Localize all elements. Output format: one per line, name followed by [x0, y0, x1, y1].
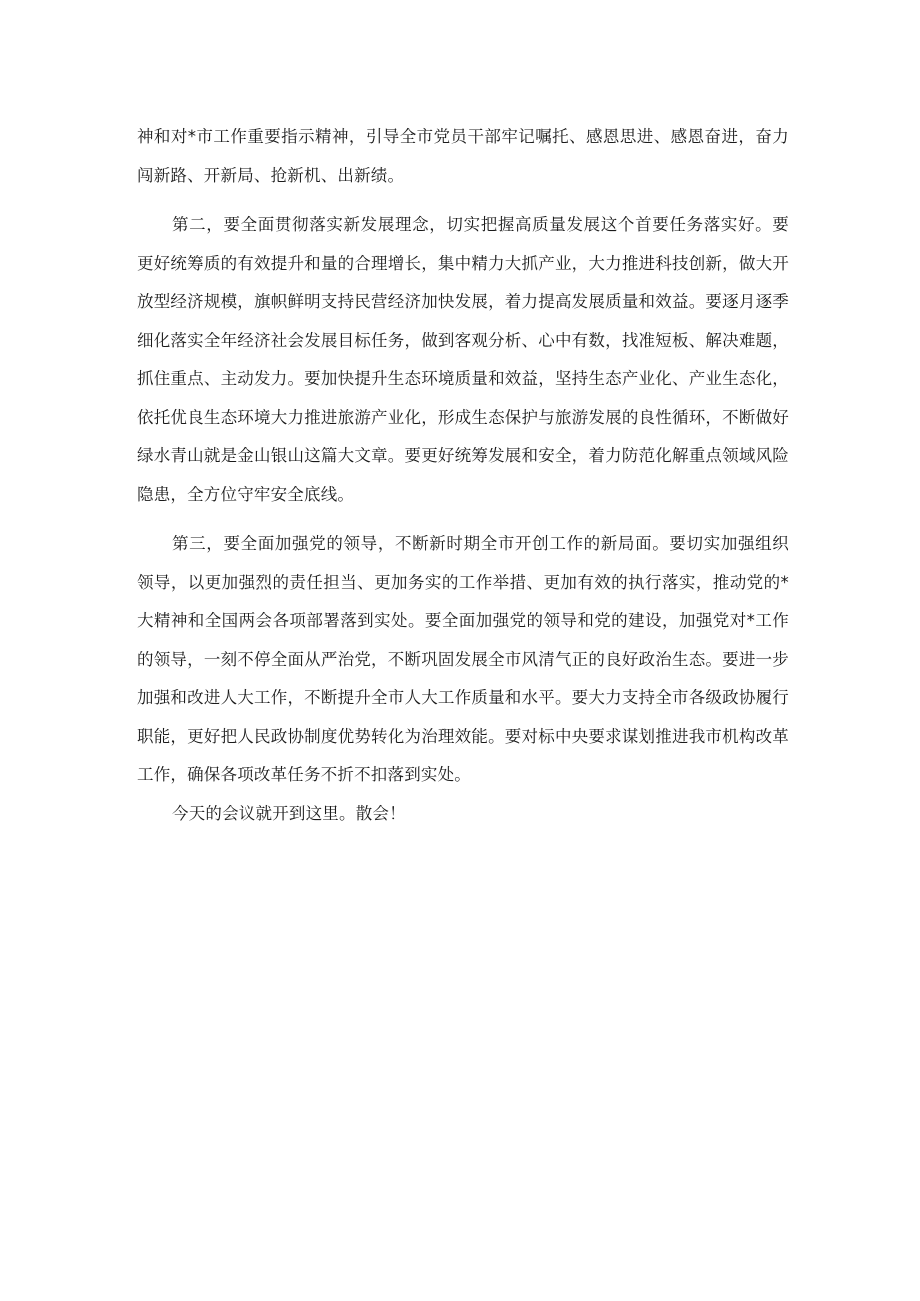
paragraph-second-point: 第二，要全面贯彻落实新发展理念，切实把握高质量发展这个首要任务落实好。要更好统筹质的有效提升和量的合理增长，集中精力大抓产业，大力推进科技创新，做大开放型经济规模，旗帜鲜明支持民营经济加快发展，着力提高发展质量和效益。要逐月逐季细化落实全年经济社会发展目标任务，做到客观分析、心中有数，找准短板、解决难题，抓住重点、主动发力。要加快提升生态环境质量和效益，坚持生态产业化、产业生态化，依托优良生态环境大力推进旅游产业化，形成生态保护与旅游发展的良性循环，不断做好绿水青山就是金山银山这篇大文章。要更好统筹发展和安全，着力防范化解重点领域风险隐患，全方位守牢安全底线。: [137, 215, 789, 504]
document-body: [137, 118, 789, 833]
paragraph-closing: 今天的会议就开到这里。散会！: [172, 803, 406, 823]
paragraph-third-point: 第三，要全面加强党的领导，不断新时期全市开创工作的新局面。要切实加强组织领导，以更加强烈的责任担当、更加务实的工作举措、更加有效的执行落实，推动党的*大精神和全国两会各项部署落到实处。要全面加强党的领导和党的建设，加强党对*工作的领导，一刻不停全面从严治党，不断巩固发展全市风清气正的良好政治生态。要进一步加强和改进人大工作，不断提升全市人大工作质量和水平。要大力支持全市各级政协履行职能，更好把人民政协制度优势转化为治理效能。要对标中央要求谋划推进我市机构改革工作，确保各项改革任务不折不扣落到实处。: [137, 534, 789, 784]
paragraph-continuation: 神和对*市工作重要指示精神，引导全市党员干部牢记嘱托、感恩思进、感恩奋进，奋力闯新路、开新局、抢新机、出新绩。: [137, 127, 789, 185]
